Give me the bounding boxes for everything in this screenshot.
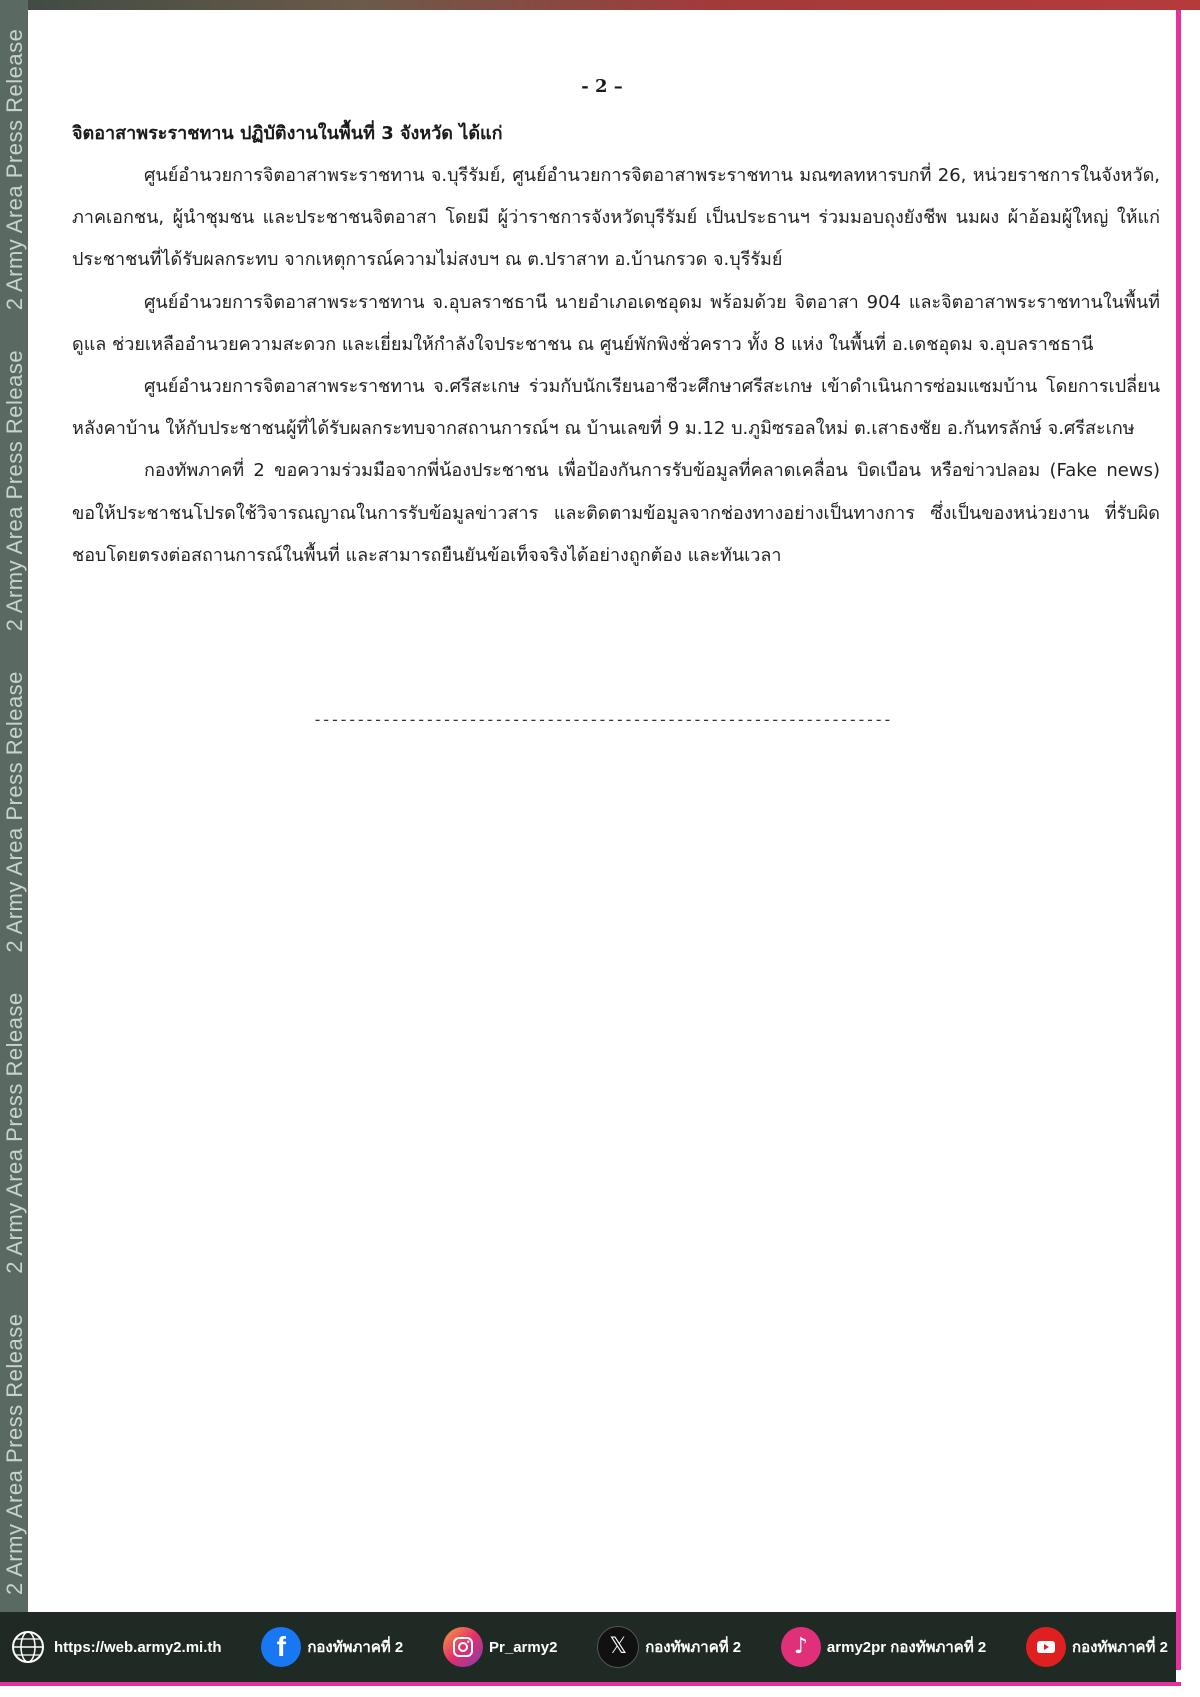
website-link[interactable]: https://web.army2.mi.th (54, 1638, 222, 1656)
paragraph-advisory: กองทัพภาคที่ 2 ขอความร่วมมือจากพี่น้องประชาชน เพื่อป้องกันการรับข้อมูลที่คลาดเคลื่อน บิดเบือน หรือข่าวปลอม (Fake news) ขอให้ประชาชนโปรดใช้วิจารณญาณในการรับข้อมูลข่าวสาร และติดตามข้อมูลจากช่องทางอย่างเป็นทางการ ซึ่งเป็นของหน่วยงาน ที่รับผิดชอบโดยตรงต่อสถานการณ์ในพื้นที่ และสามารถยืนยันข้อเท็จจริงได้อย่างถูกต้อง และทันเวลา (72, 460, 1160, 566)
right-accent-border (1176, 10, 1181, 1670)
paragraph-ubon: ศูนย์อำนวยการจิตอาสาพระราชทาน จ.อุบลราชธานี นายอำเภอเดชอุดม พร้อมด้วย จิตอาสา 904 และจิตอาสาพระราชทานในพื้นที่ ดูแล ช่วยเหลืออำนวยความสะดวก และเยี่ยมให้กำลังใจประชาชน ณ ศูนย์พักพิงชั่วคราว ทั้ง 8 แห่ง ในพื้นที่ อ.เดชอุดม จ.อุบลราชธานี (72, 291, 1160, 355)
instagram-label: Pr_army2 (489, 1638, 558, 1656)
watermark-text: 2 Army Area Press Release 2 Army Area Press Release 2 Army Area Press Release 2 Army Area Press Release 2 Army Area Press Release (2, 28, 27, 1595)
end-divider: ------------------------------------------------------------------- (312, 710, 892, 729)
paragraph-buriram: ศูนย์อำนวยการจิตอาสาพระราชทาน จ.บุรีรัมย์, ศูนย์อำนวยการจิตอาสาพระราชทาน มณฑลทหารบกที่ 26, หน่วยราชการในจังหวัด, ภาคเอกชน, ผู้นำชุมชน และประชาชนจิตอาสา โดยมี ผู้ว่าราชการจังหวัดบุรีรัมย์ เป็นประธานฯ ร่วมมอบถุงยังชีพ นมผง ผ้าอ้อมผู้ใหญ่ ให้แก่ประชาชนที่ได้รับผลกระทบ จากเหตุการณ์ความไม่สงบฯ ณ ต.ปราสาท อ.บ้านกรวด จ.บุรีรัมย์ (72, 165, 1160, 271)
youtube-icon (1026, 1627, 1066, 1667)
paragraph-sisaket: ศูนย์อำนวยการจิตอาสาพระราชทาน จ.ศรีสะเกษ ร่วมกับนักเรียนอาชีวะศึกษาศรีสะเกษ เข้าดำเนินการซ่อมแซมบ้าน โดยการเปลี่ยนหลังคาบ้าน ให้กับประชาชนผู้ที่ได้รับผลกระทบจากสถานการณ์ฯ ณ บ้านเลขที่ 9 ม.12 บ.ภูมิซรอลใหม่ ต.เสาธงชัย อ.กันทรลักษ์ จ.ศรีสะเกษ (72, 376, 1160, 440)
page-number: - 2 – (581, 76, 623, 97)
document-page (28, 10, 1176, 1612)
watermark-sidebar (0, 0, 28, 1612)
instagram-icon (443, 1627, 483, 1667)
facebook-label: กองทัพภาคที่ 2 (307, 1639, 404, 1656)
youtube-label: กองทัพภาคที่ 2 (1072, 1639, 1168, 1656)
globe-icon (8, 1627, 48, 1667)
document-body (72, 155, 1160, 577)
footer-instagram[interactable] (443, 1627, 557, 1667)
footer-bar (0, 1612, 1176, 1682)
tiktok-label: army2pr กองทัพภาคที่ 2 (826, 1639, 987, 1656)
footer-youtube[interactable] (1026, 1627, 1168, 1667)
footer-x[interactable] (597, 1626, 741, 1668)
facebook-icon: f (261, 1627, 301, 1667)
footer-website[interactable] (8, 1627, 222, 1667)
x-label: กองทัพภาคที่ 2 (645, 1639, 742, 1656)
footer-tiktok[interactable] (781, 1627, 986, 1667)
x-icon: 𝕏 (597, 1626, 639, 1668)
footer-facebook[interactable] (261, 1627, 403, 1667)
bottom-accent-border (0, 1682, 1181, 1686)
header-banner-strip (0, 0, 1200, 10)
tiktok-icon: ♪ (781, 1627, 821, 1667)
document-heading: จิตอาสาพระราชทาน ปฏิบัติงานในพื้นที่ 3 จังหวัด ได้แก่ (72, 123, 503, 144)
